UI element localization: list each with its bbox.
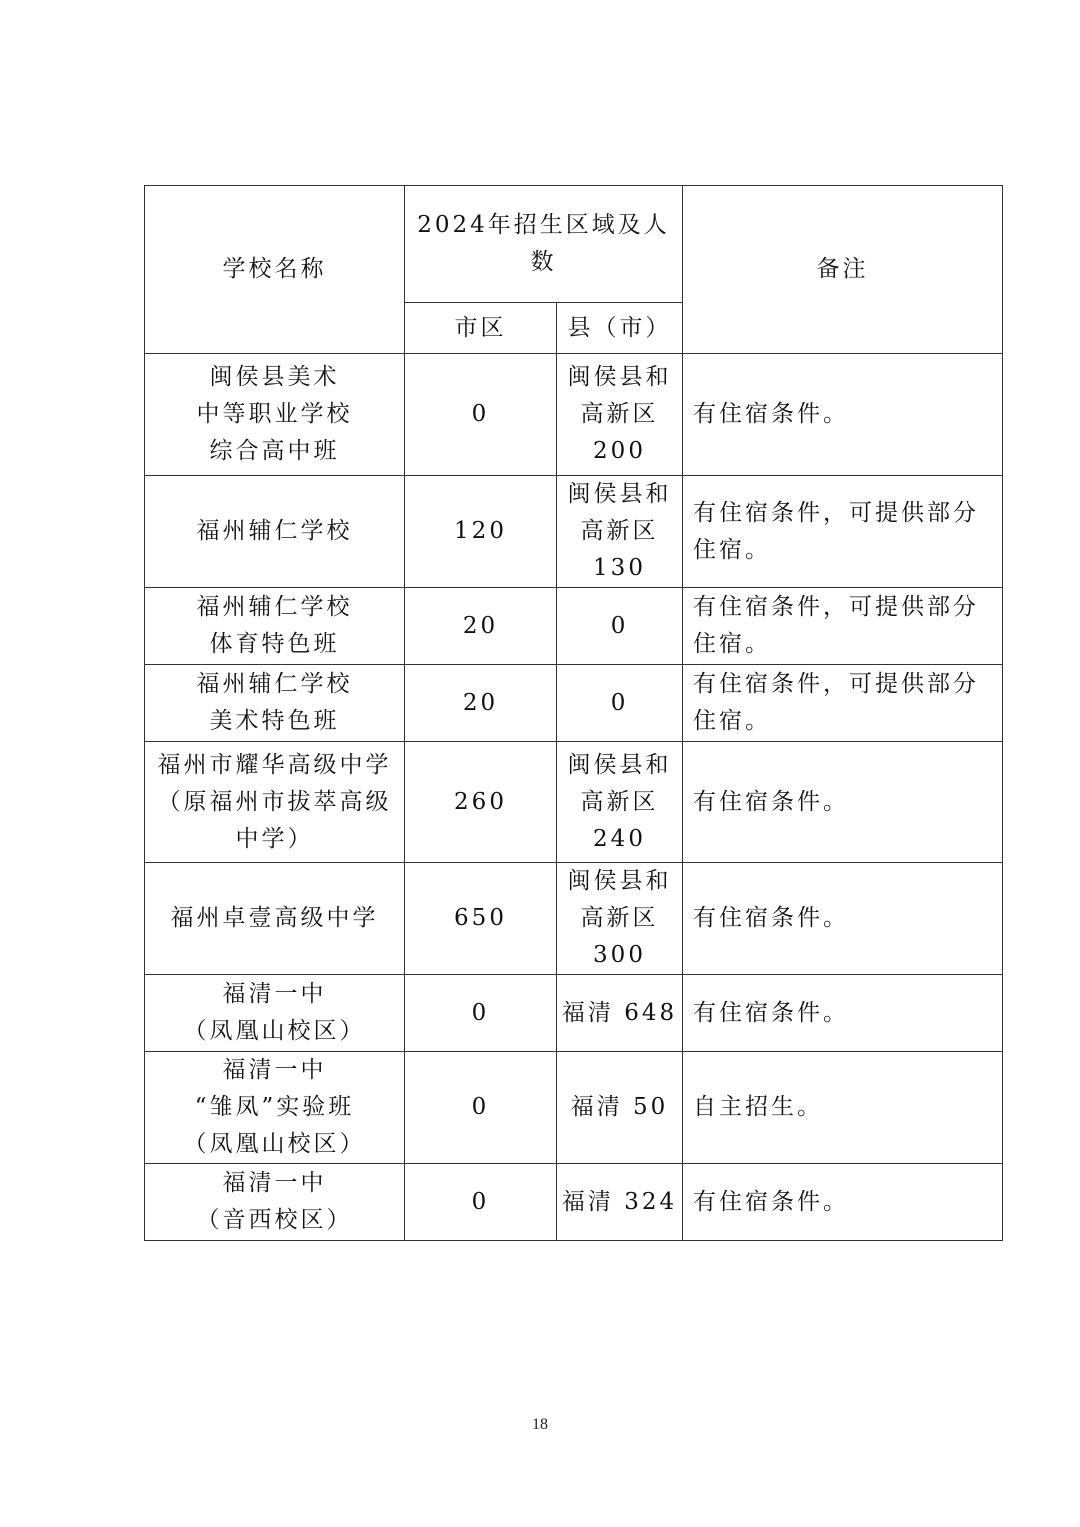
page-number: 18 — [532, 1416, 548, 1433]
county-count-cell: 0 — [557, 588, 683, 665]
remark-cell: 有住宿条件。 — [683, 354, 1003, 476]
remark-cell: 有住宿条件。 — [683, 975, 1003, 1052]
table-row — [145, 975, 1003, 1052]
city-count-cell: 260 — [405, 742, 557, 863]
header-enrollment-group: 2024年招生区域及人数 — [405, 186, 683, 303]
school-name-cell: 福清一中 （音西校区） — [145, 1164, 405, 1241]
remark-cell: 有住宿条件。 — [683, 742, 1003, 863]
school-name-cell: 闽侯县美术 中等职业学校 综合高中班 — [145, 354, 405, 476]
school-name-cell: 福州市耀华高级中学 （原福州市拔萃高级 中学） — [145, 742, 405, 863]
county-count-cell: 闽侯县和 高新区 240 — [557, 742, 683, 863]
school-name-cell: 福州卓壹高级中学 — [145, 863, 405, 975]
county-count-cell: 福清 324 — [557, 1164, 683, 1241]
school-name-cell: 福清一中 “雏凤”实验班 （凤凰山校区） — [145, 1052, 405, 1164]
remark-cell: 有住宿条件，可提供部分住宿。 — [683, 476, 1003, 588]
remark-cell: 自主招生。 — [683, 1052, 1003, 1164]
county-count-cell: 闽侯县和 高新区 300 — [557, 863, 683, 975]
school-name-cell: 福州辅仁学校 美术特色班 — [145, 665, 405, 742]
table-row — [145, 665, 1003, 742]
county-count-cell: 闽侯县和 高新区 200 — [557, 354, 683, 476]
remark-cell: 有住宿条件，可提供部分住宿。 — [683, 588, 1003, 665]
table-row — [145, 1052, 1003, 1164]
city-count-cell: 0 — [405, 1052, 557, 1164]
table-row — [145, 354, 1003, 476]
remark-cell: 有住宿条件，可提供部分住宿。 — [683, 665, 1003, 742]
remark-cell: 有住宿条件。 — [683, 1164, 1003, 1241]
table-row — [145, 742, 1003, 863]
header-row — [145, 186, 1003, 303]
enrollment-table — [144, 185, 1003, 1241]
city-count-cell: 20 — [405, 588, 557, 665]
county-count-cell: 福清 50 — [557, 1052, 683, 1164]
header-remarks: 备注 — [683, 186, 1003, 354]
county-count-cell: 0 — [557, 665, 683, 742]
city-count-cell: 20 — [405, 665, 557, 742]
header-city-district: 市区 — [405, 303, 557, 354]
table-row — [145, 476, 1003, 588]
table-row — [145, 588, 1003, 665]
city-count-cell: 0 — [405, 975, 557, 1052]
school-name-cell: 福州辅仁学校 体育特色班 — [145, 588, 405, 665]
city-count-cell: 0 — [405, 1164, 557, 1241]
header-county-city: 县（市） — [557, 303, 683, 354]
school-name-cell: 福清一中 （凤凰山校区） — [145, 975, 405, 1052]
county-count-cell: 福清 648 — [557, 975, 683, 1052]
remark-cell: 有住宿条件。 — [683, 863, 1003, 975]
header-school-name: 学校名称 — [145, 186, 405, 354]
city-count-cell: 120 — [405, 476, 557, 588]
county-count-cell: 闽侯县和 高新区 130 — [557, 476, 683, 588]
table-row — [145, 863, 1003, 975]
city-count-cell: 0 — [405, 354, 557, 476]
city-count-cell: 650 — [405, 863, 557, 975]
school-name-cell: 福州辅仁学校 — [145, 476, 405, 588]
table-row — [145, 1164, 1003, 1241]
